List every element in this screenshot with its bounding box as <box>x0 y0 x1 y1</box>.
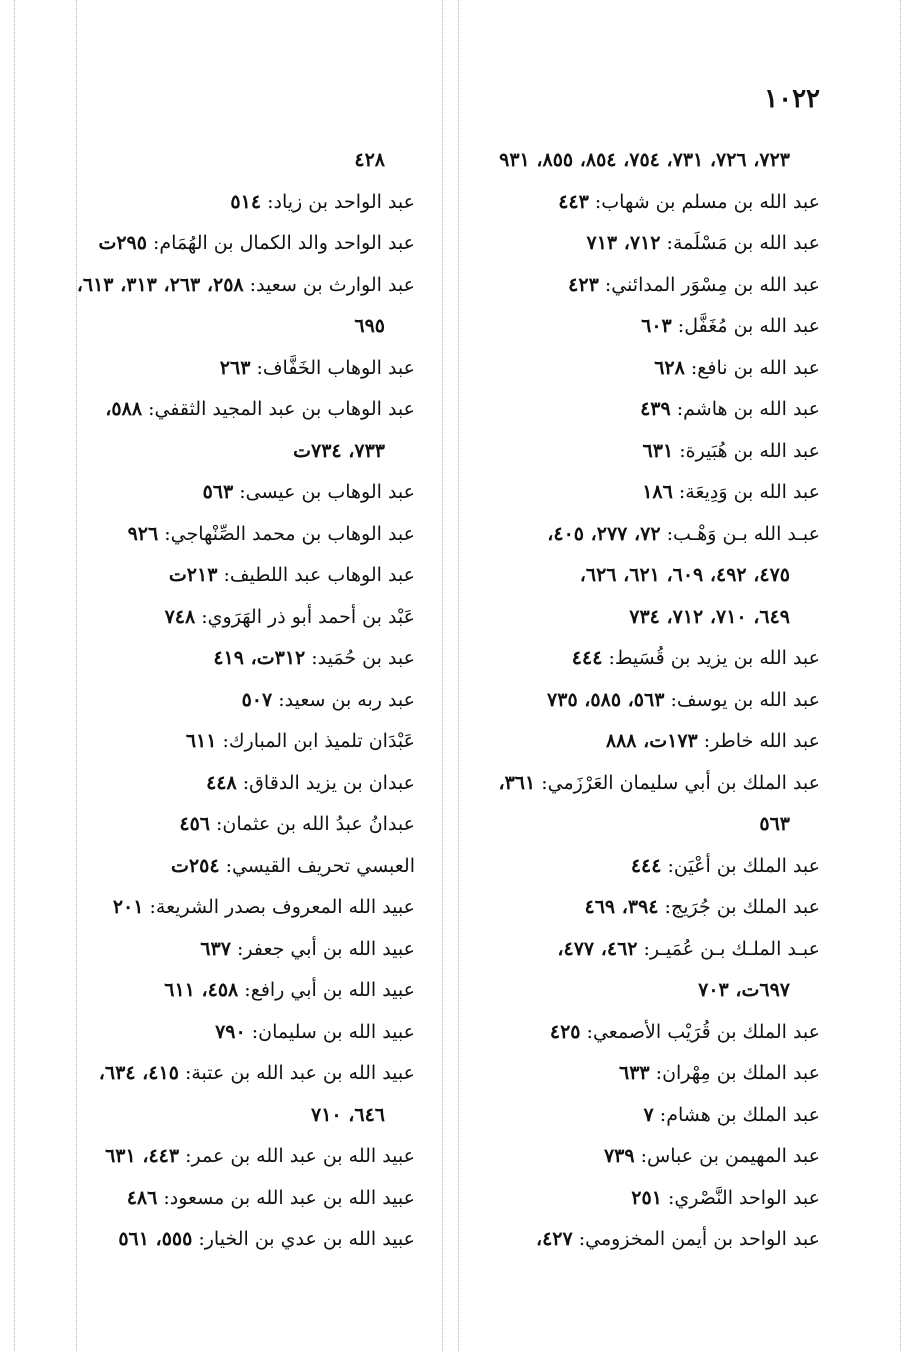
index-entry <box>440 1012 820 1054</box>
entry-name: عبد الملك بن مِهْران: <box>649 1062 820 1084</box>
index-entry <box>440 721 820 763</box>
entry-page-refs: ٧٢، ٢٧٧، ٤٠٥، <box>547 522 661 545</box>
index-entry-continuation <box>440 597 820 639</box>
entry-page-refs: ٤٤٣ <box>558 190 589 213</box>
index-entry <box>440 929 820 971</box>
index-entry <box>440 472 820 514</box>
entry-page-refs: ٦٣١ <box>642 439 674 462</box>
index-entry-continuation <box>40 1095 415 1137</box>
entry-name: عبدانُ عبدُ الله بن عثمان: <box>209 813 415 835</box>
index-entry <box>40 1136 415 1178</box>
entry-page-refs: ٤٢٨ <box>354 149 385 171</box>
entry-name: عبـد الله بـن وَهْـب: <box>660 522 820 545</box>
index-entry <box>440 223 820 265</box>
index-entry <box>440 1053 820 1095</box>
entry-page-refs: ٢٩٥ت <box>98 232 147 254</box>
entry-page-refs: ٧٩٠ <box>215 1020 246 1043</box>
entry-page-refs: ٢١٣ت <box>168 564 218 586</box>
index-entry <box>440 763 820 805</box>
margin-guide-line <box>900 0 901 1351</box>
entry-page-refs: ٤٣٩ <box>640 398 671 420</box>
entry-name: عبد الملك بن هشام: <box>653 1103 820 1126</box>
index-column-right <box>440 140 820 1261</box>
index-entry <box>40 804 415 846</box>
index-entry <box>40 348 415 390</box>
index-entry <box>440 431 820 473</box>
entry-name: عبد الوهاب عبد اللطيف: <box>217 564 415 586</box>
entry-name: عبد الله بن مسلم بن شهاب: <box>588 190 820 213</box>
entry-name: عبد الله خاطر: <box>697 730 820 752</box>
entry-page-refs: ٤٤٨ <box>206 771 237 794</box>
entry-name: عبيد الله المعروف بصدر الشريعة: <box>143 896 415 918</box>
entry-name: عبد الله بن وَدِيعَة: <box>672 481 820 503</box>
index-entry-continuation <box>440 804 820 846</box>
index-entry <box>40 265 415 307</box>
entry-name: عَبْد بن أحمد أبو ذر الهَرَوي: <box>195 605 415 628</box>
entry-page-refs: ٤١٥، ٦٣٤، <box>98 1062 179 1084</box>
entry-page-refs: ٣٦١، <box>498 771 536 794</box>
entry-page-refs: ٧١٢، ٧١٣ <box>586 232 661 254</box>
entry-name: عبد الله بن يزيد بن قُسَيط: <box>602 647 820 669</box>
entry-page-refs: ٤٨٦ <box>126 1186 158 1209</box>
entry-page-refs: ٤٤٤ <box>571 647 603 669</box>
entry-page-refs: ٥٥٥، ٥٦١ <box>118 1228 193 1250</box>
entry-name: عبد الوهاب الخَفَّاف: <box>250 356 415 379</box>
margin-guide-line <box>14 0 15 1351</box>
entry-page-refs: ٦٣٣ <box>619 1062 650 1084</box>
entry-name: عبد الله بن مُغَفَّل: <box>671 315 820 337</box>
entry-name: عبدان بن يزيد الدقاق: <box>236 771 415 794</box>
entry-name: عبد الله بن مِسْوَر المدائني: <box>598 273 820 296</box>
entry-name: عبيد الله بن عدي بن الخيار: <box>192 1228 415 1250</box>
entry-name: عبد الله بن هُبَيرة: <box>673 439 820 462</box>
entry-page-refs: ٤٤٤ <box>630 854 662 877</box>
entry-page-refs: ٧٤٨ <box>164 605 196 628</box>
index-entry <box>40 680 415 722</box>
index-entry <box>40 1053 415 1095</box>
entry-name: عبيد الله بن عبد الله بن عمر: <box>179 1145 415 1167</box>
index-entry <box>40 389 415 431</box>
entry-page-refs: ٧٢٣، ٧٢٦، ٧٣١، ٧٥٤، ٨٥٤، ٨٥٥، ٩٣١ <box>499 149 790 171</box>
entry-page-refs: ٦٠٣ <box>641 315 672 337</box>
index-entry <box>40 1012 415 1054</box>
index-entry <box>40 721 415 763</box>
entry-page-refs: ٣١٢ت، ٤١٩ <box>213 647 306 669</box>
entry-page-refs: ١٨٦ <box>642 481 673 503</box>
entry-page-refs: ٥٦٣ <box>759 813 790 835</box>
index-entry <box>440 306 820 348</box>
entry-page-refs: ٧٣٣، ٧٣٤ت <box>293 439 385 462</box>
entry-name: عبد المهيمن بن عباس: <box>634 1145 820 1167</box>
index-entry <box>440 348 820 390</box>
entry-page-refs: ٢٦٣ <box>219 356 251 379</box>
entry-name: عبد الواحد بن زياد: <box>261 190 415 213</box>
entry-name: عبد الوهاب بن عبد المجيد الثقفي: <box>142 398 415 420</box>
entry-name: عبد الواحد النَّصْري: <box>661 1186 820 1209</box>
entry-page-refs: ٧٣٩ <box>603 1145 635 1167</box>
entry-name: عبيد الله بن أبي رافع: <box>238 979 415 1001</box>
page-number: ١٠٢٢ <box>764 84 820 114</box>
index-entry <box>440 680 820 722</box>
entry-name: عبيد الله بن عبد الله بن مسعود: <box>157 1186 415 1209</box>
index-entry <box>40 846 415 888</box>
index-entry <box>40 223 415 265</box>
entry-page-refs: ٦٩٥ <box>354 315 385 337</box>
entry-name: عبد الله بن هاشم: <box>670 398 820 420</box>
index-entry-continuation <box>440 555 820 597</box>
entry-page-refs: ٤٢٣ <box>568 273 599 296</box>
entry-name: عبد الملك بن جُرَيج: <box>658 896 820 918</box>
index-entry <box>440 1219 820 1261</box>
entry-name: عبد الواحد والد الكمال بن الهُمَام: <box>146 232 415 254</box>
index-entry <box>40 472 415 514</box>
entry-name: عبد بن حُمَيد: <box>305 647 415 669</box>
entry-name: عبد الوارث بن سعيد: <box>243 273 415 296</box>
index-entry <box>40 514 415 556</box>
index-entry <box>440 182 820 224</box>
index-entry <box>40 1219 415 1261</box>
entry-page-refs: ٣٩٤، ٤٦٩ <box>584 896 659 918</box>
entry-name: عبـد الملـك بـن عُمَيـر: <box>637 937 820 960</box>
entry-page-refs: ٥١٤ <box>230 190 262 213</box>
entry-page-refs: ١٧٣ت، ٨٨٨ <box>605 730 698 752</box>
entry-page-refs: ٩٢٦ <box>127 522 159 545</box>
entry-page-refs: ٧ <box>643 1103 654 1126</box>
entry-page-refs: ٥٦٣، ٥٨٥، ٧٣٥ <box>547 688 665 711</box>
entry-name: عبد ربه بن سعيد: <box>272 688 415 711</box>
index-entry <box>40 887 415 929</box>
entry-page-refs: ٦٩٧ت، ٧٠٣ <box>698 979 790 1001</box>
entry-page-refs: ٦٣٧ <box>200 937 231 960</box>
index-entry <box>40 763 415 805</box>
index-entry-continuation <box>40 431 415 473</box>
entry-name: عبد الله بن نافع: <box>684 356 820 379</box>
entry-name: عبد الله بن مَسْلَمة: <box>660 232 820 254</box>
index-entry <box>440 1095 820 1137</box>
entry-page-refs: ٦٤٩، ٧١٠، ٧١٢، ٧٣٤ <box>629 605 790 628</box>
index-entry <box>440 1178 820 1220</box>
entry-page-refs: ٢٥٤ت <box>171 854 220 877</box>
index-entry <box>40 970 415 1012</box>
entry-page-refs: ٤٥٦ <box>179 813 210 835</box>
index-entry-continuation <box>40 306 415 348</box>
entry-name: عبد الوهاب بن عيسى: <box>233 481 415 503</box>
entry-page-refs: ٢٥١ <box>631 1186 662 1209</box>
entry-page-refs: ٥٦٣ <box>202 481 234 503</box>
entry-page-refs: ٢٥٨، ٢٦٣، ٣١٣، ٦١٣، <box>76 273 244 296</box>
index-entry <box>40 182 415 224</box>
index-entry <box>440 1136 820 1178</box>
entry-name: العبسي تحريف القيسي: <box>219 854 415 877</box>
entry-name: عَبْدَان تلميذ ابن المبارك: <box>216 730 415 752</box>
entry-page-refs: ٦١١ <box>185 730 217 752</box>
index-entry <box>40 929 415 971</box>
entry-page-refs: ٤٥٨، ٦١١ <box>164 979 239 1001</box>
index-entry <box>40 638 415 680</box>
index-entry-continuation <box>440 970 820 1012</box>
entry-name: عبد الملك بن قُرَيْب الأصمعي: <box>580 1020 820 1043</box>
index-entry <box>40 555 415 597</box>
index-entry <box>440 638 820 680</box>
entry-page-refs: ٤٢٧، <box>535 1228 573 1250</box>
entry-name: عبد الملك بن أعْيَن: <box>661 854 820 877</box>
index-entry <box>440 514 820 556</box>
entry-name: عبيد الله بن أبي جعفر: <box>230 937 415 960</box>
entry-page-refs: ٥٠٧ <box>241 688 273 711</box>
index-entry <box>40 597 415 639</box>
index-entry <box>440 887 820 929</box>
entry-page-refs: ٢٠١ <box>112 896 144 918</box>
index-entry <box>440 846 820 888</box>
entry-page-refs: ٦٢٨ <box>654 356 685 379</box>
entry-page-refs: ٤٦٢، ٤٧٧، <box>557 937 638 960</box>
entry-page-refs: ٦٤٦، ٧١٠ <box>311 1103 385 1126</box>
entry-page-refs: ٤٧٥، ٤٩٢، ٦٠٩، ٦٢١، ٦٢٦، <box>579 564 790 586</box>
entry-page-refs: ٤٤٣، ٦٣١ <box>105 1145 180 1167</box>
index-entry <box>40 1178 415 1220</box>
index-entry-continuation <box>40 140 415 182</box>
entry-name: عبيد الله بن سليمان: <box>245 1020 415 1043</box>
entry-name: عبيد الله بن عبد الله بن عتبة: <box>178 1062 415 1084</box>
entry-name: عبد الوهاب بن محمد الصِّنْهاجي: <box>158 522 415 545</box>
entry-page-refs: ٤٢٥ <box>549 1020 581 1043</box>
entry-name: عبد الواحد بن أيمن المخزومي: <box>572 1228 820 1250</box>
entry-page-refs: ٥٨٨، <box>105 398 143 420</box>
index-column-left <box>40 140 415 1261</box>
entry-name: عبد الله بن يوسف: <box>664 688 820 711</box>
index-entry-continuation <box>440 140 820 182</box>
index-entry <box>440 389 820 431</box>
index-entry <box>440 265 820 307</box>
entry-name: عبد الملك بن أبي سليمان العَرْزَمي: <box>535 771 820 794</box>
